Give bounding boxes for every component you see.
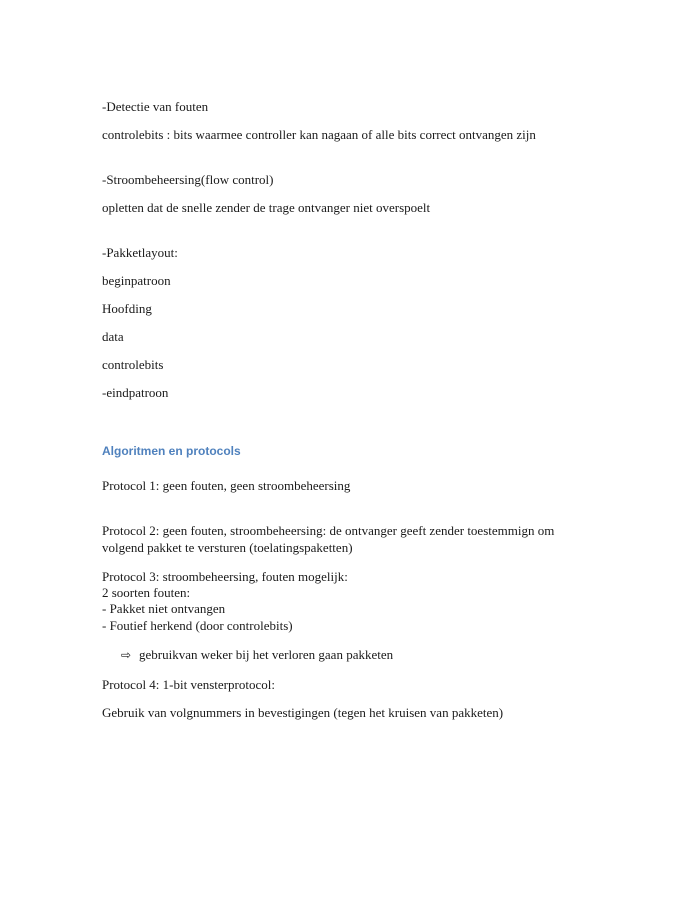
section-heading: Algoritmen en protocols [102,444,241,458]
protocol-4-description: Gebruik van volgnummers in bevestigingen (tegen het kruisen van pakketen) [102,705,504,720]
protocol-3-line-2: 2 soorten fouten: [102,585,191,600]
layout-data: data [102,329,124,344]
layout-controlebits: controlebits [102,357,164,372]
bullet-stroombeheersing: -Stroombeheersing(flow control) [102,172,274,187]
protocol-4: Protocol 4: 1-bit vensterprotocol: [102,677,275,692]
bullet-pakketlayout: -Pakketlayout: [102,245,178,260]
protocol-3-line-3: - Pakket niet ontvangen [102,601,226,616]
layout-hoofding: Hoofding [102,301,152,316]
layout-beginpatroon: beginpatroon [102,273,171,288]
controlebits-definition: controlebits : bits waarmee controller kan nagaan of alle bits correct ontvangen zijn [102,127,536,142]
arrow-bullet-text: gebruikvan weker bij het verloren gaan pakketen [139,647,394,662]
arrow-bullet [121,646,393,664]
stroombeheersing-definition: opletten dat de snelle zender de trage ontvanger niet overspoelt [102,200,431,215]
protocol-1: Protocol 1: geen fouten, geen stroombeheersing [102,478,351,493]
protocol-3-line-4: - Foutief herkend (door controlebits) [102,618,293,633]
protocol-2-line-1: Protocol 2: geen fouten, stroombeheersing: de ontvanger geeft zender toestemmign om [102,523,555,538]
bullet-detectie: -Detectie van fouten [102,99,209,114]
protocol-3-line-1: Protocol 3: stroombeheersing, fouten mogelijk: [102,569,348,584]
layout-eindpatroon: -eindpatroon [102,385,169,400]
protocol-2-line-2: volgend pakket te versturen (toelatingspaketten) [102,540,353,555]
right-arrow-icon: ⇨ [121,648,132,662]
